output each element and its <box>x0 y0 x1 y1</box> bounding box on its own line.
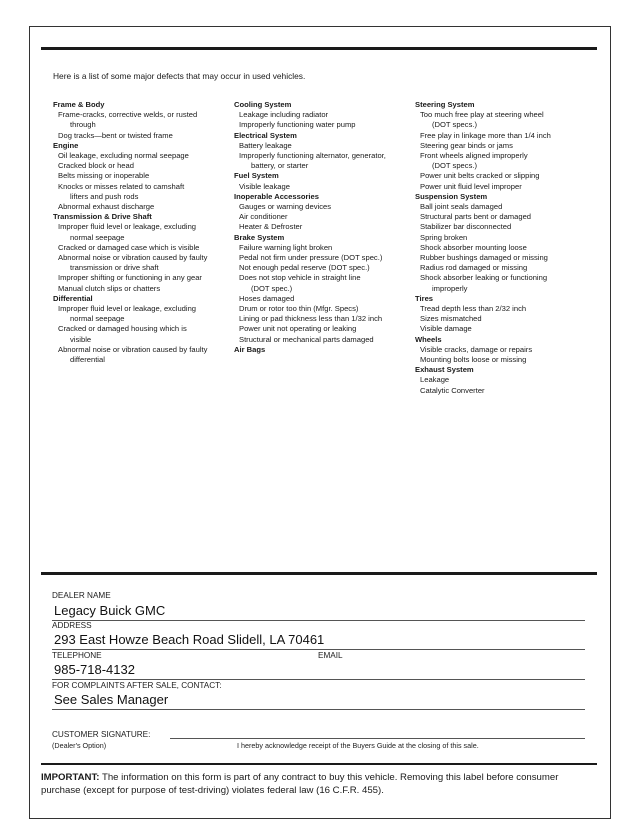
defect-item <box>415 355 593 365</box>
defect-item-text: Catalytic Converter <box>420 385 485 395</box>
defect-item-text: normal seepage <box>70 232 125 242</box>
defect-item <box>415 304 593 314</box>
defect-item-text: Rubber bushings damaged or missing <box>420 253 548 263</box>
defect-item-text: Shock absorber leaking or functioning <box>420 273 548 283</box>
intro-text: Here is a list of some major defects that may occur in used vehicles. <box>53 71 306 81</box>
defect-item <box>53 131 231 141</box>
dealer-name-label: DEALER NAME <box>52 591 111 600</box>
defect-item <box>53 345 231 365</box>
telephone-value: 985-718-4132 <box>54 662 135 677</box>
complaints-label: FOR COMPLAINTS AFTER SALE, CONTACT: <box>52 681 222 690</box>
defect-item-text: Oil leakage, excluding normal seepage <box>58 151 189 161</box>
defect-section-title: Brake System <box>234 232 285 242</box>
defect-item <box>53 222 231 242</box>
defect-section-title: Transmission & Drive Shaft <box>53 212 152 222</box>
defect-item <box>53 284 231 294</box>
defect-item-text: Too much free play at steering wheel <box>420 110 544 120</box>
complaints-value: See Sales Manager <box>54 692 169 707</box>
dealer-name-value: Legacy Buick GMC <box>54 603 166 618</box>
defect-item <box>53 161 231 171</box>
defect-item-text: Air conditioner <box>239 212 288 222</box>
defect-item <box>415 345 593 355</box>
defect-item-text: Dog tracks—bent or twisted frame <box>58 130 173 140</box>
important-text: The information on this form is part of any contract to buy this vehicle. Removing this label before consumer purchase (except for purpose of test-driving) violates federal law (16 C.F.R. 455). <box>41 772 559 796</box>
defect-item-text: lifters and push rods <box>70 191 139 201</box>
defect-item-text: Gauges or warning devices <box>239 202 332 212</box>
defect-item-text: Manual clutch slips or chatters <box>58 283 161 293</box>
defect-item-text: Hoses damaged <box>239 293 295 303</box>
defect-item <box>234 253 412 263</box>
defect-item-text: Structural parts bent or damaged <box>420 212 532 222</box>
defect-item-text: Power unit fluid level improper <box>420 181 522 191</box>
defect-item-text: through <box>70 120 96 130</box>
defect-item-text: Mounting bolts loose or missing <box>420 355 527 365</box>
defect-item <box>53 243 231 253</box>
defect-item-text: Cracked block or head <box>58 161 134 171</box>
defect-item <box>415 151 593 171</box>
defect-item <box>415 324 593 334</box>
defect-item-text: battery, or starter <box>251 161 309 171</box>
defect-item <box>234 222 412 232</box>
defect-item <box>234 304 412 314</box>
defect-item-text: Failure warning light broken <box>239 242 333 252</box>
defect-item <box>415 273 593 293</box>
defect-item <box>234 141 412 151</box>
top-rule <box>41 47 597 50</box>
defects-column-3 <box>415 100 593 396</box>
defect-item-text: Visible cracks, damage or repairs <box>420 344 533 354</box>
defect-item <box>234 294 412 304</box>
defect-item-text: Battery leakage <box>239 140 292 150</box>
defect-item <box>53 182 231 202</box>
defect-item-text: Heater & Defroster <box>239 222 303 232</box>
defect-item-text: Cracked or damaged case which is visible <box>58 242 200 252</box>
defect-section-title: Air Bags <box>234 344 266 354</box>
defect-item-text: (DOT spec.) <box>251 283 293 293</box>
important-label: IMPORTANT: <box>41 772 100 783</box>
defect-item-text: Leakage including radiator <box>239 110 329 120</box>
dealer-name-line <box>52 620 585 621</box>
defect-item-text: Stabilizer bar disconnected <box>420 222 512 232</box>
defect-item <box>415 212 593 222</box>
defect-item-text: Not enough pedal reserve (DOT spec.) <box>239 263 370 273</box>
defect-item <box>415 243 593 253</box>
defect-item-text: Power unit belts cracked or slipping <box>420 171 540 181</box>
defect-item <box>415 263 593 273</box>
defect-item-text: Ball joint seals damaged <box>420 202 503 212</box>
defect-item-text: Leakage <box>420 375 450 385</box>
defect-item-text: Free play in linkage more than 1/4 inch <box>420 130 551 140</box>
defect-item <box>415 141 593 151</box>
dealer-section-rule <box>41 572 597 575</box>
defect-item <box>234 212 412 222</box>
email-label: EMAIL <box>318 651 343 660</box>
defect-section-title: Differential <box>53 293 93 303</box>
address-value: 293 East Howze Beach Road Slidell, LA 70461 <box>54 632 325 647</box>
defect-section-title: Electrical System <box>234 130 297 140</box>
defect-section-title: Cooling System <box>234 100 292 109</box>
defect-item-text: Visible leakage <box>239 181 290 191</box>
telephone-label: TELEPHONE <box>52 651 102 660</box>
defect-item-text: Abnormal noise or vibration caused by faulty <box>58 344 208 354</box>
defect-item <box>53 171 231 181</box>
defect-item <box>234 335 412 345</box>
defect-item <box>53 324 231 344</box>
defect-section-title: Inoperable Accessories <box>234 191 319 201</box>
defect-item <box>415 375 593 385</box>
defect-item <box>234 120 412 130</box>
defect-section-title: Tires <box>415 293 434 303</box>
defect-item <box>53 151 231 161</box>
defect-item <box>234 202 412 212</box>
defect-item <box>415 131 593 141</box>
defect-item-text: Radius rod damaged or missing <box>420 263 528 273</box>
defect-item <box>53 202 231 212</box>
telephone-line <box>52 679 585 680</box>
defect-section-title: Steering System <box>415 100 475 109</box>
defect-item-text: Lining or pad thickness less than 1/32 inch <box>239 314 383 324</box>
defect-item-text: normal seepage <box>70 314 125 324</box>
defect-item <box>53 304 231 324</box>
defect-section-title: Fuel System <box>234 171 279 181</box>
defect-item <box>415 386 593 396</box>
defect-item <box>234 314 412 324</box>
defect-item-text: Improper fluid level or leakage, excluding <box>58 304 197 314</box>
defect-item-text: (DOT specs.) <box>432 161 478 171</box>
defect-item <box>234 182 412 192</box>
defect-item <box>415 222 593 232</box>
defect-item <box>234 243 412 253</box>
signature-label: CUSTOMER SIGNATURE: <box>52 730 151 739</box>
defect-item <box>415 202 593 212</box>
defect-item <box>234 273 412 293</box>
defect-item <box>415 233 593 243</box>
defect-item-text: Tread depth less than 2/32 inch <box>420 304 527 314</box>
defect-section-title: Suspension System <box>415 191 488 201</box>
defect-item-text: transmission or drive shaft <box>70 263 159 273</box>
defect-item-text: Front wheels aligned improperly <box>420 151 528 161</box>
defect-item-text: Drum or rotor too thin (Mfgr. Specs) <box>239 304 359 314</box>
defect-item-text: Pedal not firm under pressure (DOT spec.) <box>239 253 383 263</box>
defects-column-2 <box>234 100 412 355</box>
defect-item-text: Abnormal noise or vibration caused by faulty <box>58 253 208 263</box>
defect-item-text: Improper shifting or functioning in any gear <box>58 273 202 283</box>
defect-item-text: Cracked or damaged housing which is <box>58 324 187 334</box>
defect-item-text: Spring broken <box>420 232 468 242</box>
defect-item <box>234 110 412 120</box>
defect-item-text: Belts missing or inoperable <box>58 171 150 181</box>
defect-item-text: Power unit not operating or leaking <box>239 324 357 334</box>
important-notice <box>41 771 597 797</box>
defect-item <box>53 110 231 130</box>
defect-item-text: Knocks or misses related to camshaft <box>58 181 185 191</box>
defect-section-title: Wheels <box>415 334 442 344</box>
defect-item-text: Sizes mismatched <box>420 314 482 324</box>
complaints-line <box>52 709 585 710</box>
defect-item <box>415 314 593 324</box>
defect-item-text: Shock absorber mounting loose <box>420 242 527 252</box>
defect-item <box>415 110 593 130</box>
defect-item-text: Improperly functioning alternator, generator, <box>239 151 386 161</box>
defect-item-text: differential <box>70 355 105 365</box>
acknowledge-note: I hereby acknowledge receipt of the Buyers Guide at the closing of this sale. <box>237 741 479 750</box>
defect-item-text: improperly <box>432 283 468 293</box>
address-line <box>52 649 585 650</box>
defect-item <box>234 151 412 171</box>
important-rule <box>41 763 597 765</box>
defects-column-1 <box>53 100 231 365</box>
defect-item <box>53 273 231 283</box>
defect-item <box>415 171 593 181</box>
defect-section-title: Exhaust System <box>415 365 474 375</box>
defect-item <box>415 253 593 263</box>
defect-item-text: Improper fluid level or leakage, excluding <box>58 222 197 232</box>
defect-item-text: Frame-cracks, corrective welds, or rusted <box>58 110 198 120</box>
defect-item-text: visible <box>70 334 92 344</box>
defect-item-text: Improperly functioning water pump <box>239 120 356 130</box>
defect-item-text: Does not stop vehicle in straight line <box>239 273 361 283</box>
defect-item <box>234 324 412 334</box>
defect-item <box>415 182 593 192</box>
signature-line <box>170 738 585 739</box>
defect-item-text: Abnormal exhaust discharge <box>58 202 155 212</box>
defect-section-title: Engine <box>53 140 79 150</box>
defect-item <box>234 263 412 273</box>
defect-item-text: (DOT specs.) <box>432 120 478 130</box>
defect-item <box>53 253 231 273</box>
defect-item-text: Visible damage <box>420 324 472 334</box>
address-label: ADDRESS <box>52 621 92 630</box>
dealer-option-note: (Dealer's Option) <box>52 741 107 750</box>
defect-section-title: Frame & Body <box>53 100 105 109</box>
defect-item-text: Steering gear binds or jams <box>420 140 513 150</box>
defect-item-text: Structural or mechanical parts damaged <box>239 334 374 344</box>
